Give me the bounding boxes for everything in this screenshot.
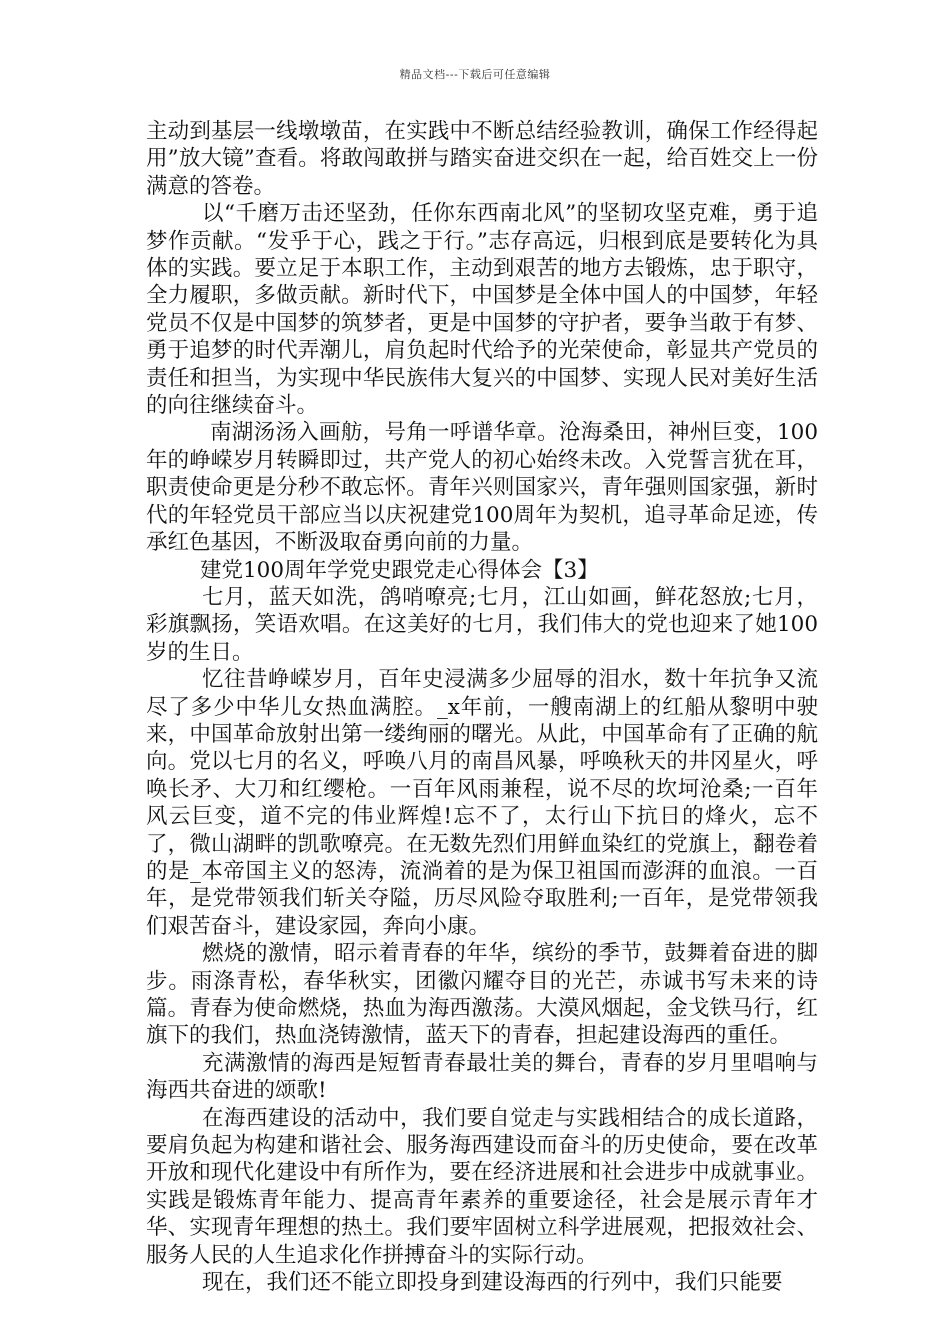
paragraph-2: 以“千磨万击还坚劲，任你东西南北风”的坚韧攻坚克难，勇于追梦作贡献。“发乎于心，践之于行。”志存高远，归根到底是要转化为具体的实践。要立足于本职工作，主动到艰苦的地方去锻炼，忠于职守，全力履职，多做贡献。新时代下，中国梦是全体中国人的中国梦，年轻党员不仅是中国梦的筑梦者，更是中国梦的守护者，要争当敢于有梦、勇于追梦的时代弄潮儿，肩负起时代给予的光荣使命，彰显共产党员的责任和担当，为实现中华民族伟大复兴的中国梦、实现人民对美好生活的向往继续奋斗。 (146, 201, 818, 419)
document-body (146, 118, 818, 1296)
paragraph-6: 燃烧的激情，昭示着青春的年华，缤纷的季节，鼓舞着奋进的脚步。雨涤青松，春华秋实，团徽闪耀夺目的光芒，赤诚书写未来的诗篇。青春为使命燃烧，热血为海西激荡。大漠风烟起，金戈铁马行，红旗下的我们，热血浇铸激情，蓝天下的青春，担起建设海西的重任。 (146, 941, 818, 1049)
paragraph-4: 七月，蓝天如洗，鸽哨嘹亮;七月，江山如画，鲜花怒放;七月，彩旗飘扬，笑语欢唱。在这美好的七月，我们伟大的党也迎来了她100岁的生日。 (146, 584, 818, 665)
paragraph-7: 充满激情的海西是短暂青春最壮美的舞台，青春的岁月里唱响与海西共奋进的颂歌! (146, 1050, 818, 1104)
section-heading: 建党100周年学党史跟党走心得体会【3】 (200, 557, 599, 583)
paragraph-3: 南湖汤汤入画舫，号角一呼谱华章。沧海桑田，神州巨变，100年的峥嵘岁月转瞬即过，共产党人的初心始终未改。入党誓言犹在耳，职责使命更是分秒不敢忘怀。青年兴则国家兴，青年强则国家强，新时代的年轻党员干部应当以庆祝建党100周年为契机，追寻革命足迹，传承红色基因，不断汲取奋勇向前的力量。 (146, 420, 818, 556)
paragraph-8: 在海西建设的活动中，我们要自觉走与实践相结合的成长道路，要肩负起为构建和谐社会、服务海西建设而奋斗的历史使命，要在改革开放和现代化建设中有所作为，要在经济进展和社会进步中成就事业。实践是锻炼青年能力、提高青年素养的重要途径，社会是展示青年才华、实现青年理想的热土。我们要牢固树立科学进展观，把报效社会、服务人民的人生追求化作拼搏奋斗的实际行动。 (146, 1105, 818, 1268)
paragraph-5: 忆往昔峥嵘岁月，百年史浸满多少屈辱的泪水，数十年抗争又流尽了多少中华儿女热血满腔。_x年前，一艘南湖上的红船从黎明中驶来，中国革命放射出第一缕绚丽的曙光。从此，中国革命有了正确的航向。党以七月的名义，呼唤八月的南昌风暴，呼唤秋天的井冈星火，呼唤长矛、大刀和红缨枪。一百年风雨兼程，说不尽的坎坷沧桑;一百年风云巨变，道不完的伟业辉煌!忘不了，太行山下抗日的烽火，忘不了，微山湖畔的凯歌嘹亮。在无数先烈们用鲜血染红的党旗上，翻卷着的是_本帝国主义的怒涛，流淌着的是为保卫祖国而澎湃的血浪。一百年，是党带领我们斩关夺隘，历尽风险夺取胜利;一百年，是党带领我们艰苦奋斗，建设家园，奔向小康。 (146, 667, 818, 939)
paragraph-1: 主动到基层一线墩墩苗，在实践中不断总结经验教训，确保工作经得起用”放大镜”查看。将敢闯敢拼与踏实奋进交织在一起，给百姓交上一份满意的答卷。 (146, 119, 818, 199)
page-header: 精品文档---下载后可任意编辑 (399, 68, 551, 81)
paragraph-9: 现在，我们还不能立即投身到建设海西的行列中，我们只能要 (202, 1270, 783, 1296)
